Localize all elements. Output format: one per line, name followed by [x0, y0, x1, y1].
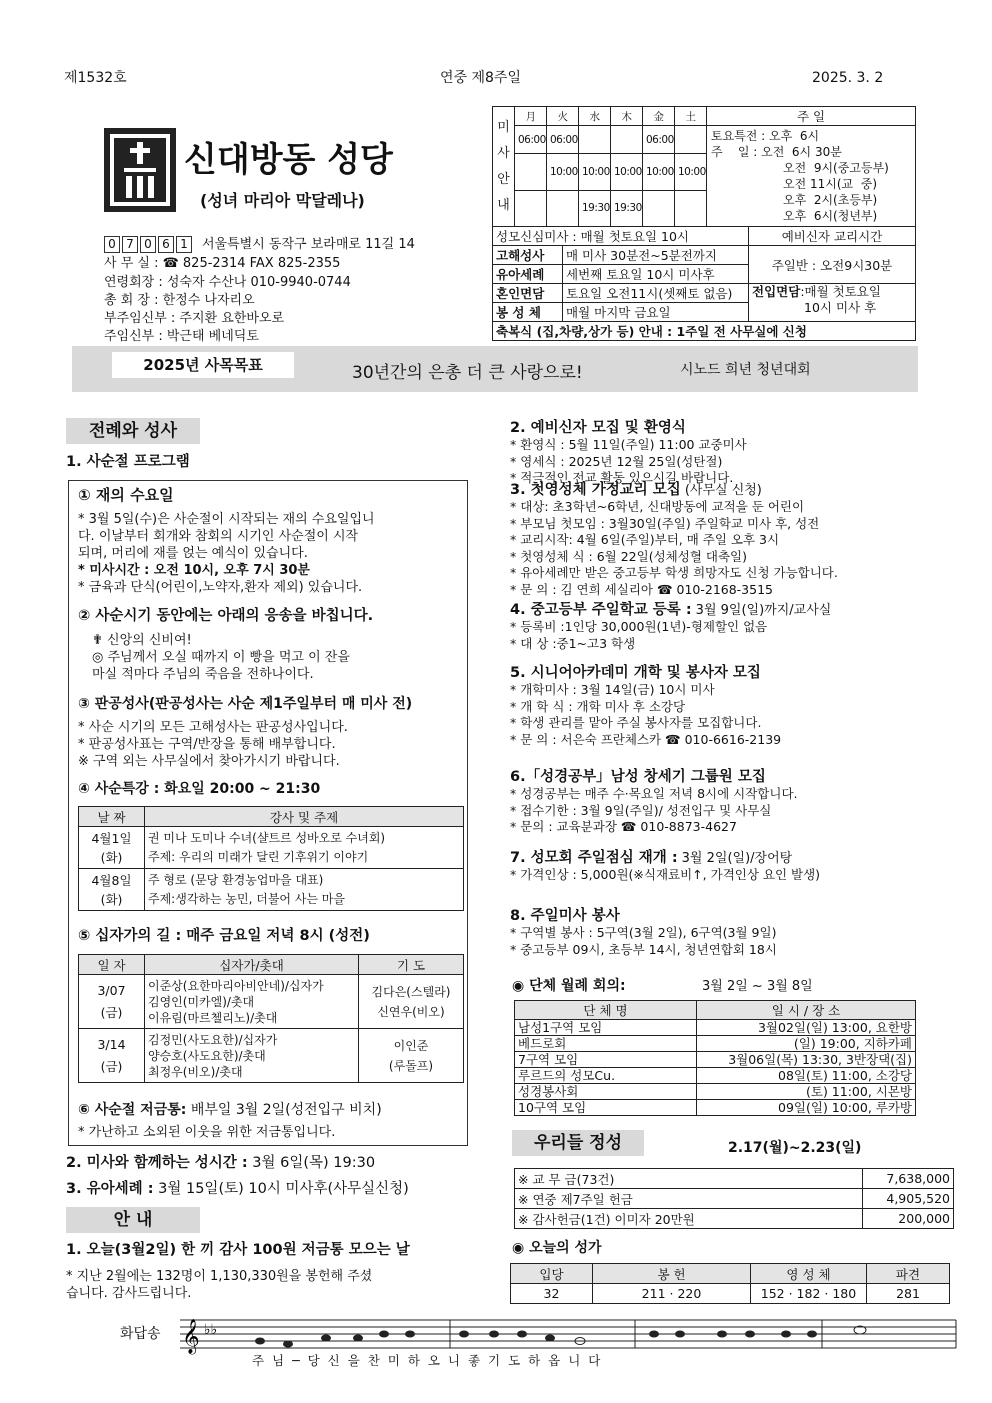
table-cell: 19:30: [579, 190, 611, 226]
notice-item-extra: (사무실 신청): [684, 483, 762, 498]
table-cell: ※ 교 무 금(73건): [515, 1169, 863, 1189]
table-cell: 木: [611, 107, 643, 126]
table-row: [515, 1084, 916, 1100]
table-row: [515, 1169, 954, 1189]
table-cell: [611, 126, 643, 154]
table-cell: [675, 190, 707, 226]
notice-item-line: * 등록비 :1인당 30,000원(1년)-형제할인 없음: [510, 619, 768, 634]
notice-item-line: * 첫영성체 식 : 6월 22일(성체성혈 대축일): [510, 548, 747, 564]
table-cell: 10:00: [675, 154, 707, 190]
table-cell: 일 자: [79, 955, 145, 975]
table-cell: [579, 126, 611, 154]
postal-digit: 7: [122, 236, 138, 253]
table-cell: 19:30: [611, 190, 643, 226]
lent-program-heading: 1. 사순절 프로그램: [66, 454, 190, 470]
table-cell: 남성1구역 모임: [515, 1020, 697, 1036]
blessing-notice: 축복식 (집,차량,상가 등) 안내 : 1주일 전 사무실에 신청: [493, 322, 916, 341]
table-row: [515, 1052, 916, 1068]
notice-item-line: * 영세식 : 2025년 12월 25일(성탄절): [510, 453, 723, 469]
table-cell: ※ 연중 제7주일 헌금: [515, 1189, 863, 1209]
svg-text:♭♭: ♭♭: [204, 1322, 218, 1338]
notice-item-line: * 중고등부 09시, 초등부 14시, 청년연합회 18시: [510, 941, 777, 957]
postal-digit: 0: [104, 236, 120, 253]
savings-box-text: * 가난하고 소외된 이웃을 위한 저금통입니다.: [78, 1125, 336, 1140]
table-row: [515, 1189, 954, 1209]
goal-slogan: 30년간의 은총 더 큰 사랑으로!: [352, 363, 583, 383]
notice-item: [510, 665, 781, 748]
table-cell: 매월 마지막 금요일: [563, 303, 749, 322]
sunday-mass-line: 오전 9시(중고등부): [783, 161, 889, 175]
notice-item: [510, 908, 777, 958]
lecture-table: [78, 806, 464, 911]
table-cell: 火: [547, 107, 579, 126]
psalm-lyrics: 주 님 ─ 당 신 을 찬 미 하 오 니 좋 기 도 하 옵 니 다: [252, 1353, 603, 1368]
table-cell: 김다은(스텔라) 신연우(비오): [359, 975, 464, 1029]
table-cell: 4,905,520: [863, 1189, 954, 1209]
table-cell: 토요일 오전11시(셋째토 없음): [563, 284, 749, 303]
savings-box-title: ⑥ 사순절 저금통: 배부일 3월 2일(성전입구 비치): [78, 1102, 382, 1118]
table-row: [515, 1020, 916, 1036]
infant-baptism: 3. 유아세례 : 3월 15일(토) 10시 미사후(사무실신청): [66, 1181, 409, 1197]
table-row: [79, 869, 464, 911]
hymn-table: [510, 1263, 950, 1304]
notice-item-line: * 대상: 초3학년~6학년, 신대방동에 교적을 둔 어린이: [510, 499, 805, 514]
table-cell: 날 짜: [79, 807, 145, 827]
sunday-mass-line: 오후 2시(초등부): [783, 193, 878, 207]
table-cell: 루르드의 성모Cu.: [515, 1068, 697, 1084]
sunday-header: 주 일: [707, 107, 916, 126]
table-cell: [515, 190, 547, 226]
table-row: [515, 1036, 916, 1052]
table-cell: ※ 감사헌금(1건) 이미자 20만원: [515, 1209, 863, 1229]
notice-item-title: 8. 주일미사 봉사: [510, 908, 620, 924]
ash-wednesday-text: * 3월 5일(수)은 사순절이 시작되는 재의 수요일입니 다. 이날부터 회개와 참회의 시기인 사순절이 시작 되며, 머리에 재를 얹는 예식이 있습니다. * 미사시간 : 오전 10시, 오후 7시 30분 * 금육과 단식(어린이,노약자,환자 제외) 있습니다.: [78, 512, 375, 595]
notice-item-title: 6.「성경공부」남성 창세기 그룹원 모집: [510, 769, 766, 785]
table-cell: 10:00: [611, 154, 643, 190]
mass-label: [493, 107, 515, 227]
mass-label-char: 안: [497, 171, 510, 187]
table-cell: 金: [643, 107, 675, 126]
table-cell: 고해성사: [493, 246, 563, 265]
notice-item-line: * 개학미사 : 3월 14일(금) 10시 미사: [510, 682, 715, 697]
notice-item: [510, 850, 820, 884]
mass-label-char: 내: [497, 197, 510, 213]
issue-date: 2025. 3. 2: [812, 70, 884, 86]
notice-item-line: * 교리시작: 4월 6일(주일)부터, 매 주일 오후 3시: [510, 532, 780, 547]
notice-item-title: 3. 첫영성체 가정교리 모집: [510, 482, 681, 498]
table-cell: 일 시 / 장 소: [697, 1001, 916, 1020]
notice-1-text: * 지난 2월에는 132명이 1,130,330원을 봉헌해 주셨 습니다. 감사드립니다.: [66, 1269, 373, 1301]
response-text: ✟ 신앙의 신비여! ◎ 주님께서 오실 때까지 이 빵을 먹고 이 잔을 마실 적마다 주님의 죽음을 전하나이다.: [92, 633, 350, 682]
table-cell: 10:00: [547, 154, 579, 190]
notice-item-line: * 성경공부는 매주 수·목요일 저녁 8시에 시작합니다.: [510, 786, 798, 801]
svg-text:𝄞: 𝄞: [182, 1319, 200, 1354]
stations-table: [78, 954, 464, 1083]
table-cell: 유아세례: [493, 265, 563, 284]
table-cell: 月: [515, 107, 547, 126]
confession-title: ③ 판공성사(판공성사는 사순 제1주일부터 매 미사 전): [78, 696, 413, 712]
notice-item-line: * 대 상 :중1~고3 학생: [510, 635, 636, 651]
table-cell: 4월8일 (화): [79, 869, 145, 911]
table-cell: 水: [579, 107, 611, 126]
pastor: 주임신부 : 박근태 베네딕토: [104, 329, 259, 344]
notice-item: [510, 482, 838, 598]
sunday-mass-line: 오전 11시(교 중): [783, 177, 878, 191]
notice-item-line: * 구역별 봉사 : 5구역(3월 2일), 6구역(3월 9일): [510, 925, 777, 940]
ash-wednesday-title: ① 재의 수요일: [78, 486, 174, 504]
table-cell: [515, 154, 547, 190]
hymn-title: ◉ 오늘의 성가: [512, 1240, 602, 1256]
table-cell: (토) 11:00, 시몬방: [697, 1084, 916, 1100]
table-row: [515, 1068, 916, 1084]
table-cell: 기 도: [359, 955, 464, 975]
table-row: [79, 827, 464, 869]
table-cell: 200,000: [863, 1209, 954, 1229]
table-cell: 봉 헌: [593, 1264, 751, 1284]
table-cell: 10:00: [643, 154, 675, 190]
meeting-title: ◉ 단체 월례 회의:: [512, 978, 626, 994]
table-row: [79, 1029, 464, 1083]
notice-item-line: * 가격인상 : 5,000원(※식재료비↑, 가격인상 요인 발생): [510, 867, 821, 882]
table-cell: 281: [867, 1284, 950, 1304]
notice-item: [510, 769, 798, 836]
offering-title: 우리들 정성: [512, 1130, 644, 1156]
table-cell: 이인준 (루돌프): [359, 1029, 464, 1083]
holy-hour: 2. 미사와 함께하는 성시간 : 3월 6일(목) 19:30: [66, 1155, 376, 1171]
table-cell: 김정민(사도요한)/십자가 양승호(사도요한)/촛대 최정우(비오)/촛대: [145, 1029, 359, 1083]
postal-digit: 6: [158, 236, 174, 253]
notice-item-line: * 학생 관리를 맡아 주실 봉사자를 모집합니다.: [510, 715, 762, 730]
table-cell: [675, 126, 707, 154]
table-cell: 7구역 모임: [515, 1052, 697, 1068]
postal-digit: 1: [176, 236, 192, 253]
table-cell: 베드로회: [515, 1036, 697, 1052]
sunday-name: 연중 제8주일: [440, 70, 521, 86]
table-cell: 06:00: [515, 126, 547, 154]
table-cell: 봉 성 체: [493, 303, 563, 322]
table-row: [515, 1100, 916, 1116]
table-cell: 10구역 모임: [515, 1100, 697, 1116]
table-cell: 매 미사 30분전~5분전까지: [563, 246, 749, 265]
table-cell: 세번째 토요일 10시 미사후: [563, 265, 749, 284]
table-row: [79, 975, 464, 1029]
table-cell: [643, 190, 675, 226]
table-cell: 3/14 (금): [79, 1029, 145, 1083]
table-cell: 10:00: [579, 154, 611, 190]
notice-item-extra: 3월 9일(일)까지/교사실: [695, 603, 832, 618]
catechumen-time: 주일반 : 오전9시30분: [749, 246, 916, 284]
sunday-mass-line: 오후 6시(청년부): [783, 209, 878, 223]
table-cell: 주 형로 (문당 환경농업마을 대표) 주제:생각하는 농민, 더불어 사는 마을: [145, 869, 464, 911]
assistant-priest: 부주임신부 : 주지환 요한바오로: [104, 311, 285, 326]
meeting-table: [514, 1000, 916, 1116]
table-cell: 영 성 체: [751, 1264, 867, 1284]
postal-code: [104, 236, 192, 253]
notice-item-line: * 접수기한 : 3월 9일(주일)/ 성전입구 및 사무실: [510, 802, 772, 818]
table-cell: 06:00: [547, 126, 579, 154]
notice-item-line: * 문의 : 교육분과장 ☎ 010-8873-4627: [510, 819, 737, 834]
table-cell: 성경봉사회: [515, 1084, 697, 1100]
marian-mass: 성모신심미사 : 매월 첫토요일 10시: [493, 227, 749, 246]
table-cell: 152 · 182 · 180: [751, 1284, 867, 1304]
table-cell: 이준상(요한마리아비안네)/십자가 김영인(미카엘)/촛대 이유림(마르첼리노)/촛대: [145, 975, 359, 1029]
table-cell: 십자가/촛대: [145, 955, 359, 975]
postal-digit: 0: [140, 236, 156, 253]
notice-item-line: * 유아세례만 받은 중고등부 학생 희망자도 신청 가능합니다.: [510, 565, 838, 580]
table-cell: 입당: [511, 1264, 593, 1284]
notice-item-line: * 개 학 식 : 개학 미사 후 소강당: [510, 698, 686, 714]
notice-item-title: 4. 중고등부 주일학교 등록 :: [510, 602, 692, 618]
mass-label-char: 미: [497, 119, 510, 135]
parish-patron: (성녀 마리아 막달레나): [200, 191, 365, 210]
notice-item-title: 2. 예비신자 모집 및 환영식: [510, 420, 686, 436]
goal-label: 2025년 사목목표: [112, 352, 294, 378]
section-liturgy: 전례와 성사: [66, 418, 200, 444]
sunday-mass-line: 토요특전 : 오후 6시: [711, 129, 820, 143]
table-cell: 211 · 220: [593, 1284, 751, 1304]
prewedding: 전입면담:매월 첫토요일 10시 미사 후: [749, 284, 916, 322]
catechumen-header: 예비신자 교리시간: [749, 227, 916, 246]
table-cell: 4월1일 (화): [79, 827, 145, 869]
parish-name: 신대방동 성당: [184, 140, 393, 180]
table-cell: 08일(토) 11:00, 소강당: [697, 1068, 916, 1084]
table-cell: 06:00: [643, 126, 675, 154]
meeting-range: 3월 2일 ~ 3월 8일: [702, 979, 813, 994]
council-chair: 연령회장 : 성숙자 수산나 010-9940-0744: [104, 275, 351, 290]
notice-item-title: 7. 성모회 주일점심 재개 :: [510, 850, 678, 866]
table-cell: 09일(일) 10:00, 루카방: [697, 1100, 916, 1116]
table-cell: 파견: [867, 1264, 950, 1284]
table-cell: 32: [511, 1284, 593, 1304]
stations-title: ⑤ 십자가의 길 : 매주 금요일 저녁 8시 (성전): [78, 928, 370, 944]
table-cell: 3월02일(일) 13:00, 요한방: [697, 1020, 916, 1036]
notice-item: [510, 602, 831, 652]
notice-item-line: * 부모님 첫모임 : 3월30일(주일) 주일학교 미사 후, 성전: [510, 515, 820, 531]
notice-item-extra: 3월 2일(일)/장어탕: [681, 851, 793, 866]
offering-range: 2.17(월)~2.23(일): [728, 1140, 862, 1156]
mass-label-char: 사: [497, 145, 510, 161]
address: 서울특별시 동작구 보라매로 11길 14: [202, 237, 415, 252]
psalm-label: 화답송: [120, 1326, 161, 1342]
table-cell: 강사 및 주제: [145, 807, 464, 827]
section-notice: 안 내: [66, 1207, 200, 1233]
confession-text: * 사순 시기의 모든 고해성사는 판공성사입니다. * 판공성사표는 구역/반장을 통해 배부합니다. ※ 구역 외는 사무실에서 찾아가시기 바랍니다.: [78, 720, 348, 769]
issue-number: 제1532호: [64, 70, 127, 86]
notice-item-line: * 적극적인 전교 활동 있으시길 바랍니다.: [510, 470, 734, 485]
table-cell: 土: [675, 107, 707, 126]
notice-1-title: 1. 오늘(3월2일) 한 끼 감사 100원 저금통 모으는 날: [66, 1242, 410, 1258]
lecture-title: ④ 사순특강 : 화요일 20:00 ~ 21:30: [78, 781, 321, 797]
sunday-mass-times: [707, 126, 916, 227]
table-cell: 3/07 (금): [79, 975, 145, 1029]
table-cell: 단 체 명: [515, 1001, 697, 1020]
table-cell: 권 미나 도미나 수녀(샬트르 성바오로 수녀회) 주제: 우리의 미래가 달린 기후위기 이야기: [145, 827, 464, 869]
goal-sub: 시노드 희년 청년대회: [680, 362, 811, 378]
sunday-mass-line: 주 일 : 오전 6시 30분: [711, 145, 842, 159]
table-cell: 3월06일(목) 13:30, 3반장댁(집): [697, 1052, 916, 1068]
president: 총 회 장 : 한정수 나자리오: [104, 293, 255, 308]
mass-schedule: [492, 106, 916, 341]
notice-item-title: 5. 시니어아카데미 개학 및 봉사자 모집: [510, 665, 761, 681]
notice-item: [510, 420, 747, 487]
response-title: ② 사순시기 동안에는 아래의 응송을 바칩니다.: [78, 608, 374, 624]
table-cell: 혼인면담: [493, 284, 563, 303]
table-row: [515, 1209, 954, 1229]
notice-item-line: * 환영식 : 5월 11일(주일) 11:00 교중미사: [510, 437, 747, 452]
offering-table: [514, 1168, 954, 1229]
parish-logo-icon: [104, 128, 176, 212]
notice-item-line: * 문 의 : 서은숙 프란체스카 ☎ 010-6616-2139: [510, 731, 782, 747]
table-cell: (일) 19:00, 지하카페: [697, 1036, 916, 1052]
notice-item-line: * 문 의 : 김 연희 세실리아 ☎ 010-2168-3515: [510, 581, 773, 597]
table-cell: [547, 190, 579, 226]
table-cell: 7,638,000: [863, 1169, 954, 1189]
office-phone: 사 무 실 : ☎ 825-2314 FAX 825-2355: [104, 256, 341, 271]
